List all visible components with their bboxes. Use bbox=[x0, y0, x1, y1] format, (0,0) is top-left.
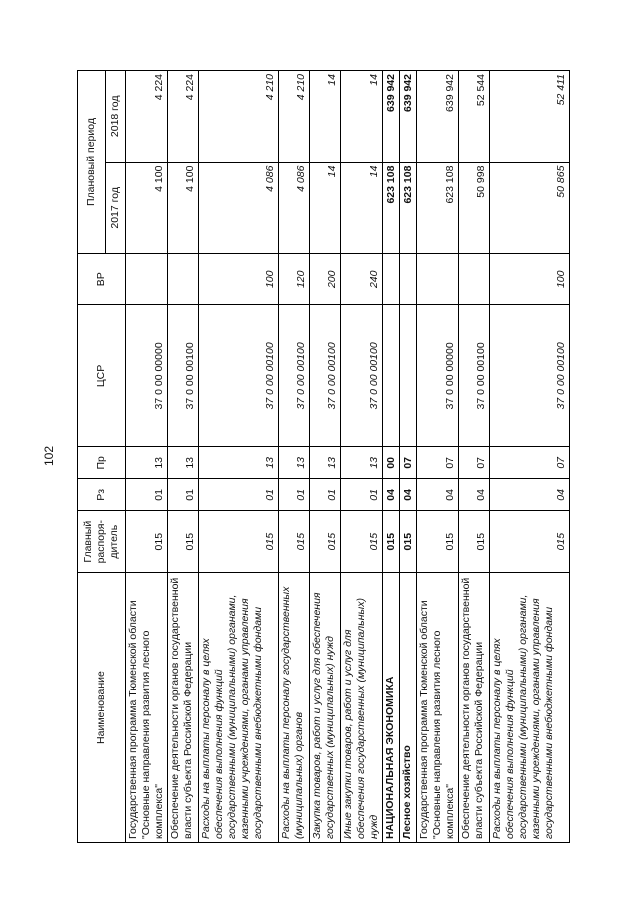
cell-2017: 14 bbox=[341, 162, 383, 253]
cell-pr: 07 bbox=[459, 447, 490, 479]
cell-name: Закупка товаров, работ и услуг для обеспечения государственных (муниципальных) нужд bbox=[310, 573, 341, 843]
table-body bbox=[126, 71, 570, 843]
cell-pr: 13 bbox=[199, 447, 279, 479]
cell-name: Обеспечение деятельности органов государственной власти субъекта Российской Федерации bbox=[459, 573, 490, 843]
table-row bbox=[459, 71, 490, 843]
table-row bbox=[279, 71, 310, 843]
cell-2017: 4 086 bbox=[199, 162, 279, 253]
cell-2017: 50 865 bbox=[490, 162, 570, 253]
cell-2018: 4 224 bbox=[126, 71, 168, 163]
cell-2017: 623 108 bbox=[383, 162, 400, 253]
budget-table bbox=[77, 70, 570, 843]
cell-rz: 01 bbox=[341, 479, 383, 511]
cell-name: Расходы на выплаты персоналу государственных (муниципальных) органов bbox=[279, 573, 310, 843]
cell-name: Расходы на выплаты персоналу в целях обеспечения выполнения функций государственными (муниципальными) органами, казенными учреждениями, органами управления государственными внебюджетными фондами bbox=[490, 573, 570, 843]
cell-rz: 01 bbox=[199, 479, 279, 511]
cell-csr: 37 0 00 00100 bbox=[199, 305, 279, 447]
cell-csr: 37 0 00 00100 bbox=[459, 305, 490, 447]
cell-2017: 4 086 bbox=[279, 162, 310, 253]
col-header-pr: Пр bbox=[78, 447, 126, 479]
cell-pr: 13 bbox=[126, 447, 168, 479]
cell-vr: 100 bbox=[490, 254, 570, 305]
cell-pr: 13 bbox=[341, 447, 383, 479]
cell-2018: 639 942 bbox=[417, 71, 459, 163]
cell-admin: 015 bbox=[341, 511, 383, 573]
cell-2018: 4 224 bbox=[168, 71, 199, 163]
cell-vr bbox=[400, 254, 417, 305]
col-header-admin: Главный распоря-дитель bbox=[78, 511, 126, 573]
cell-2017: 14 bbox=[310, 162, 341, 253]
table-row bbox=[490, 71, 570, 843]
cell-rz: 01 bbox=[126, 479, 168, 511]
table-row bbox=[383, 71, 400, 843]
cell-2017: 4 100 bbox=[126, 162, 168, 253]
cell-vr bbox=[168, 254, 199, 305]
col-header-csr: ЦСР bbox=[78, 305, 126, 447]
cell-admin: 015 bbox=[459, 511, 490, 573]
cell-name: Государственная программа Тюменской области "Основные направления развития лесного комплекса" bbox=[126, 573, 168, 843]
cell-admin: 015 bbox=[400, 511, 417, 573]
cell-name: Обеспечение деятельности органов государственной власти субъекта Российской Федерации bbox=[168, 573, 199, 843]
cell-pr: 13 bbox=[168, 447, 199, 479]
col-header-name: Наименование bbox=[78, 573, 126, 843]
col-header-vr: ВР bbox=[78, 254, 126, 305]
cell-admin: 015 bbox=[199, 511, 279, 573]
cell-vr: 100 bbox=[199, 254, 279, 305]
cell-vr bbox=[126, 254, 168, 305]
page-number: 102 bbox=[42, 445, 56, 467]
col-header-rz: Рз bbox=[78, 479, 126, 511]
cell-admin: 015 bbox=[168, 511, 199, 573]
table-row bbox=[417, 71, 459, 843]
cell-csr: 37 0 00 00100 bbox=[279, 305, 310, 447]
cell-pr: 07 bbox=[490, 447, 570, 479]
cell-rz: 01 bbox=[279, 479, 310, 511]
cell-csr bbox=[383, 305, 400, 447]
cell-csr: 37 0 00 00000 bbox=[417, 305, 459, 447]
cell-2018: 52 544 bbox=[459, 71, 490, 163]
cell-rz: 04 bbox=[400, 479, 417, 511]
col-header-planned-period: Плановый период bbox=[78, 71, 106, 254]
cell-vr bbox=[459, 254, 490, 305]
cell-2018: 4 210 bbox=[279, 71, 310, 163]
cell-pr: 07 bbox=[417, 447, 459, 479]
cell-name: НАЦИОНАЛЬНАЯ ЭКОНОМИКА bbox=[383, 573, 400, 843]
cell-2018: 52 411 bbox=[490, 71, 570, 163]
cell-2018: 14 bbox=[341, 71, 383, 163]
col-header-2018: 2018 год bbox=[106, 71, 126, 163]
budget-table-container bbox=[77, 70, 567, 843]
cell-csr: 37 0 00 00000 bbox=[126, 305, 168, 447]
cell-name: Государственная программа Тюменской области "Основные направления развития лесного комплекса" bbox=[417, 573, 459, 843]
cell-rz: 01 bbox=[168, 479, 199, 511]
table-row bbox=[341, 71, 383, 843]
table-row bbox=[400, 71, 417, 843]
table-row bbox=[310, 71, 341, 843]
cell-2018: 639 942 bbox=[383, 71, 400, 163]
cell-rz: 04 bbox=[417, 479, 459, 511]
cell-csr bbox=[400, 305, 417, 447]
cell-pr: 00 bbox=[383, 447, 400, 479]
cell-2018: 639 942 bbox=[400, 71, 417, 163]
cell-rz: 04 bbox=[490, 479, 570, 511]
cell-2017: 4 100 bbox=[168, 162, 199, 253]
cell-admin: 015 bbox=[490, 511, 570, 573]
cell-admin: 015 bbox=[383, 511, 400, 573]
cell-csr: 37 0 00 00100 bbox=[310, 305, 341, 447]
cell-rz: 04 bbox=[383, 479, 400, 511]
cell-2018: 14 bbox=[310, 71, 341, 163]
cell-vr bbox=[417, 254, 459, 305]
cell-2018: 4 210 bbox=[199, 71, 279, 163]
col-header-2017: 2017 год bbox=[106, 162, 126, 253]
cell-csr: 37 0 00 00100 bbox=[341, 305, 383, 447]
cell-2017: 50 998 bbox=[459, 162, 490, 253]
cell-vr: 200 bbox=[310, 254, 341, 305]
cell-admin: 015 bbox=[126, 511, 168, 573]
cell-rz: 04 bbox=[459, 479, 490, 511]
cell-pr: 13 bbox=[279, 447, 310, 479]
table-row bbox=[199, 71, 279, 843]
table-row bbox=[168, 71, 199, 843]
cell-name: Иные закупки товаров, работ и услуг для обеспечения государственных (муниципальных) нужд bbox=[341, 573, 383, 843]
cell-2017: 623 108 bbox=[417, 162, 459, 253]
cell-name: Расходы на выплаты персоналу в целях обеспечения выполнения функций государственными (муниципальными) органами, казенными учреждениями, органами управления государственными внебюджетными фондами bbox=[199, 573, 279, 843]
cell-2017: 623 108 bbox=[400, 162, 417, 253]
cell-vr bbox=[383, 254, 400, 305]
cell-name: Лесное хозяйство bbox=[400, 573, 417, 843]
cell-csr: 37 0 00 00100 bbox=[490, 305, 570, 447]
cell-admin: 015 bbox=[417, 511, 459, 573]
cell-vr: 120 bbox=[279, 254, 310, 305]
cell-admin: 015 bbox=[310, 511, 341, 573]
table-row bbox=[126, 71, 168, 843]
cell-pr: 13 bbox=[310, 447, 341, 479]
cell-pr: 07 bbox=[400, 447, 417, 479]
cell-admin: 015 bbox=[279, 511, 310, 573]
cell-vr: 240 bbox=[341, 254, 383, 305]
cell-rz: 01 bbox=[310, 479, 341, 511]
cell-csr: 37 0 00 00100 bbox=[168, 305, 199, 447]
